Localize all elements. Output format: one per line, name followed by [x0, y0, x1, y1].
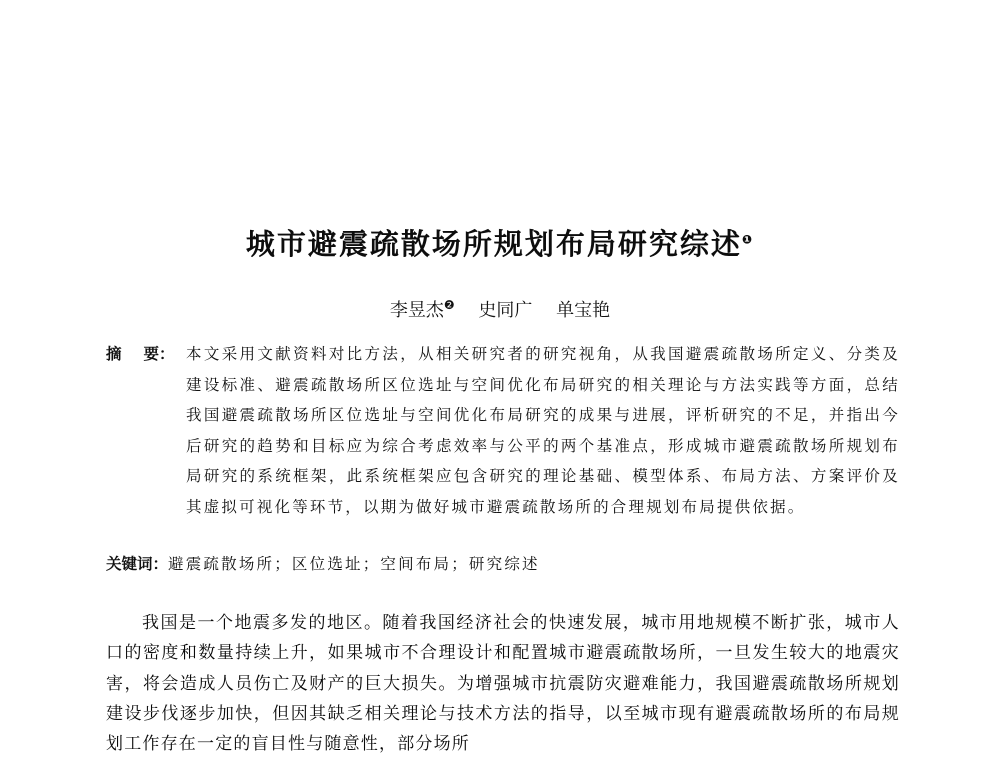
keywords-text: 避震疏散场所；区位选址；空间布局；研究综述: [168, 555, 540, 573]
author-list: [0, 296, 1000, 322]
author-footnote-mark: ❷: [443, 298, 455, 312]
author-name: 李昱杰: [389, 300, 444, 321]
title-footnote-mark: ❶: [741, 232, 755, 247]
abstract-label-char-2: 要：: [143, 345, 175, 363]
author-3: [556, 300, 610, 321]
keywords: [106, 552, 900, 576]
author-2: [478, 300, 532, 321]
abstract: [106, 339, 900, 522]
author-1: [390, 300, 455, 321]
author-name: 史同广: [478, 300, 533, 321]
title-text: 城市避震疏散场所规划布局研究综述: [245, 227, 742, 261]
abstract-label: [106, 339, 184, 370]
author-name: 单宝艳: [556, 300, 611, 321]
abstract-label-char-1: 摘: [106, 345, 122, 363]
keywords-label: 关键词：: [106, 555, 169, 573]
paper-title: [0, 222, 1000, 263]
abstract-text: 本文采用文献资料对比方法，从相关研究者的研究视角，从我国避震疏散场所定义、分类及建设标准、避震疏散场所区位选址与空间优化布局研究的相关理论与方法实践等方面，总结我国避震疏散场所区位选址与空间优化布局研究的成果与进展，评析研究的不足，并指出今后研究的趋势和目标应为综合考虑效率与公平的两个基准点，形成城市避震疏散场所规划布局研究的系统框架，此系统框架应包含研究的理论基础、模型体系、布局方法、方案评价及其虚拟可视化等环节，以期为做好城市避震疏散场所的合理规划布局提供依据。: [186, 345, 900, 516]
body-paragraph: 我国是一个地震多发的地区。随着我国经济社会的快速发展，城市用地规模不断扩张，城市人口的密度和数量持续上升，如果城市不合理设计和配置城市避震疏散场所，一旦发生较大的地震灾害，将会造成人员伤亡及财产的巨大损失。为增强城市抗震防灾避难能力，我国避震疏散场所规划建设步伐逐步加快，但因其缺乏相关理论与技术方法的指导，以至城市现有避震疏散场所的布局规划工作存在一定的盲目性与随意性，部分场所: [106, 613, 900, 755]
